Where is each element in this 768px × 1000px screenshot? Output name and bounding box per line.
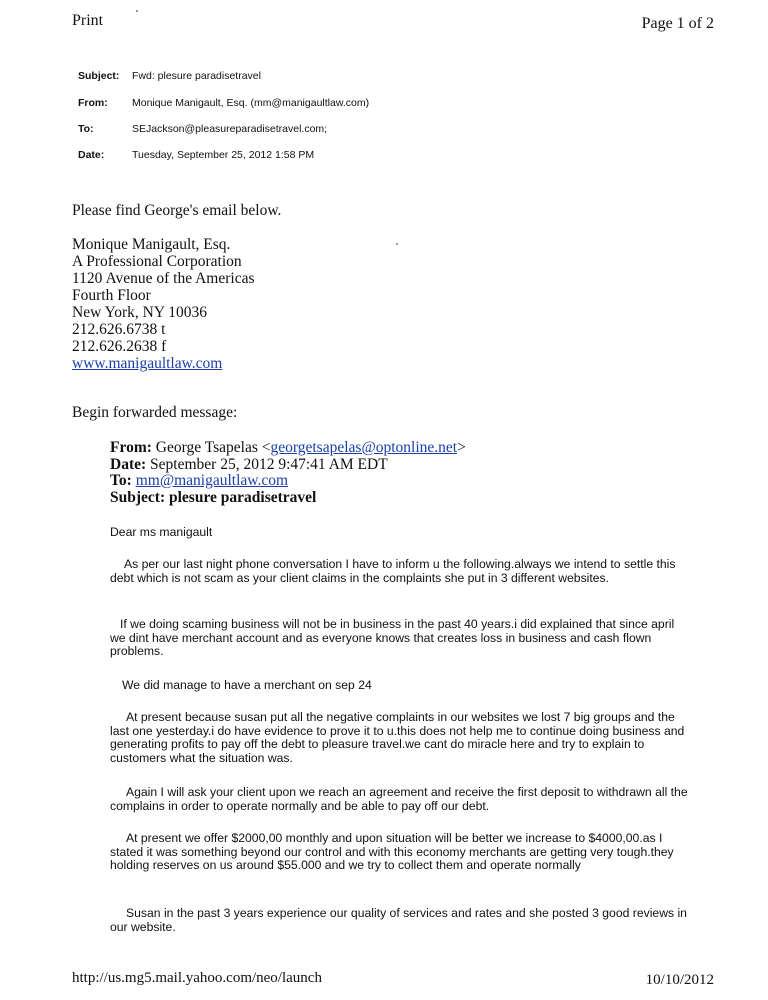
- from-label: From:: [78, 97, 108, 109]
- body-paragraph-7: Susan in the past 3 years experience our quality of services and rates and she posted 3 good reviews in our website.: [110, 906, 687, 934]
- forwarded-to-row: [110, 473, 288, 489]
- forwarded-from-name: George Tsapelas <: [155, 439, 271, 456]
- signature-phone: 212.626.6738 t: [72, 321, 166, 338]
- forwarded-subject-label: Subject:: [110, 489, 166, 506]
- forwarded-intro: Begin forwarded message:: [72, 404, 238, 421]
- page-number: Page 1 of 2: [641, 15, 714, 32]
- forwarded-to-label: To:: [110, 472, 132, 489]
- forwarded-from-label: From:: [110, 439, 152, 456]
- forwarded-from-email-link[interactable]: georgetsapelas@optonline.net: [270, 439, 458, 456]
- signature-block: [72, 236, 255, 372]
- forwarded-date-row: [110, 457, 388, 473]
- forwarded-from-close: >: [457, 439, 466, 456]
- date-value: Tuesday, September 25, 2012 1:58 PM: [132, 149, 315, 161]
- body-paragraph-1: As per our last night phone conversation I have to inform u the following.always we intend to settle this debt which is not scam as your client claims in the complaints she put in 3 different websites.: [110, 557, 676, 585]
- signature-address1: 1120 Avenue of the Americas: [72, 270, 255, 287]
- date-label: Date:: [78, 149, 105, 161]
- forwarded-subject-value: plesure paradisetravel: [168, 489, 317, 506]
- body-greeting: Dear ms manigault: [110, 525, 213, 539]
- forwarded-date-label: Date:: [110, 456, 147, 473]
- intro-text: Please find George's email below.: [72, 202, 282, 219]
- to-label: To:: [78, 123, 94, 135]
- forwarded-date-value: September 25, 2012 9:47:41 AM EDT: [150, 456, 388, 473]
- subject-value: Fwd: plesure paradisetravel: [132, 70, 261, 82]
- body-paragraph-2: If we doing scaming business will not be in business in the past 40 years.i did explained that since april we dint have merchant account and as everyone knows that creates loss in business and cash flown problems.: [110, 617, 675, 659]
- from-value: Monique Manigault, Esq. (mm@manigaultlaw.com): [132, 97, 370, 109]
- body-paragraph-5: Again I will ask your client upon we reach an agreement and receive the first deposit to withdrawn all the complains in order to operate normally and be able to pay off our debt.: [110, 785, 688, 813]
- body-paragraph-4: At present because susan put all the negative complaints in our websites we lost 7 big groups and the last one yesterday.i do have evidence to prove it to u.this does not help me to continue doing business and generating profits to pay off the debt to pleasure travel.we cant do miracle here and try to explain to customers what the situation was.: [110, 710, 685, 765]
- body-paragraph-3: We did manage to have a merchant on sep 24: [122, 678, 372, 692]
- signature-name: Monique Manigault, Esq.: [72, 236, 231, 253]
- scan-speck: [136, 10, 138, 12]
- forwarded-to-email-link[interactable]: mm@manigaultlaw.com: [135, 472, 289, 489]
- signature-address2: Fourth Floor: [72, 287, 151, 304]
- footer-date: 10/10/2012: [645, 972, 714, 988]
- signature-fax: 212.626.2638 f: [72, 338, 167, 355]
- signature-website-link[interactable]: www.manigaultlaw.com: [72, 355, 223, 372]
- to-value: SEJackson@pleasureparadisetravel.com;: [132, 123, 328, 135]
- signature-city: New York, NY 10036: [72, 304, 208, 321]
- signature-company: A Professional Corporation: [72, 253, 242, 270]
- footer-url: http://us.mg5.mail.yahoo.com/neo/launch: [72, 970, 322, 986]
- forwarded-from-row: [110, 440, 466, 456]
- forwarded-subject-row: [110, 490, 316, 506]
- scan-speck: [396, 243, 398, 245]
- subject-label: Subject:: [78, 70, 120, 82]
- body-paragraph-6: At present we offer $2000,00 monthly and upon situation will be better we increase to $4000,00.as I stated it was something beyond our control and with this economy merchants are getting very tough.they holding reserves on us around $55.000 and we try to collect them and operate normally: [110, 831, 674, 873]
- print-label: Print: [72, 12, 104, 29]
